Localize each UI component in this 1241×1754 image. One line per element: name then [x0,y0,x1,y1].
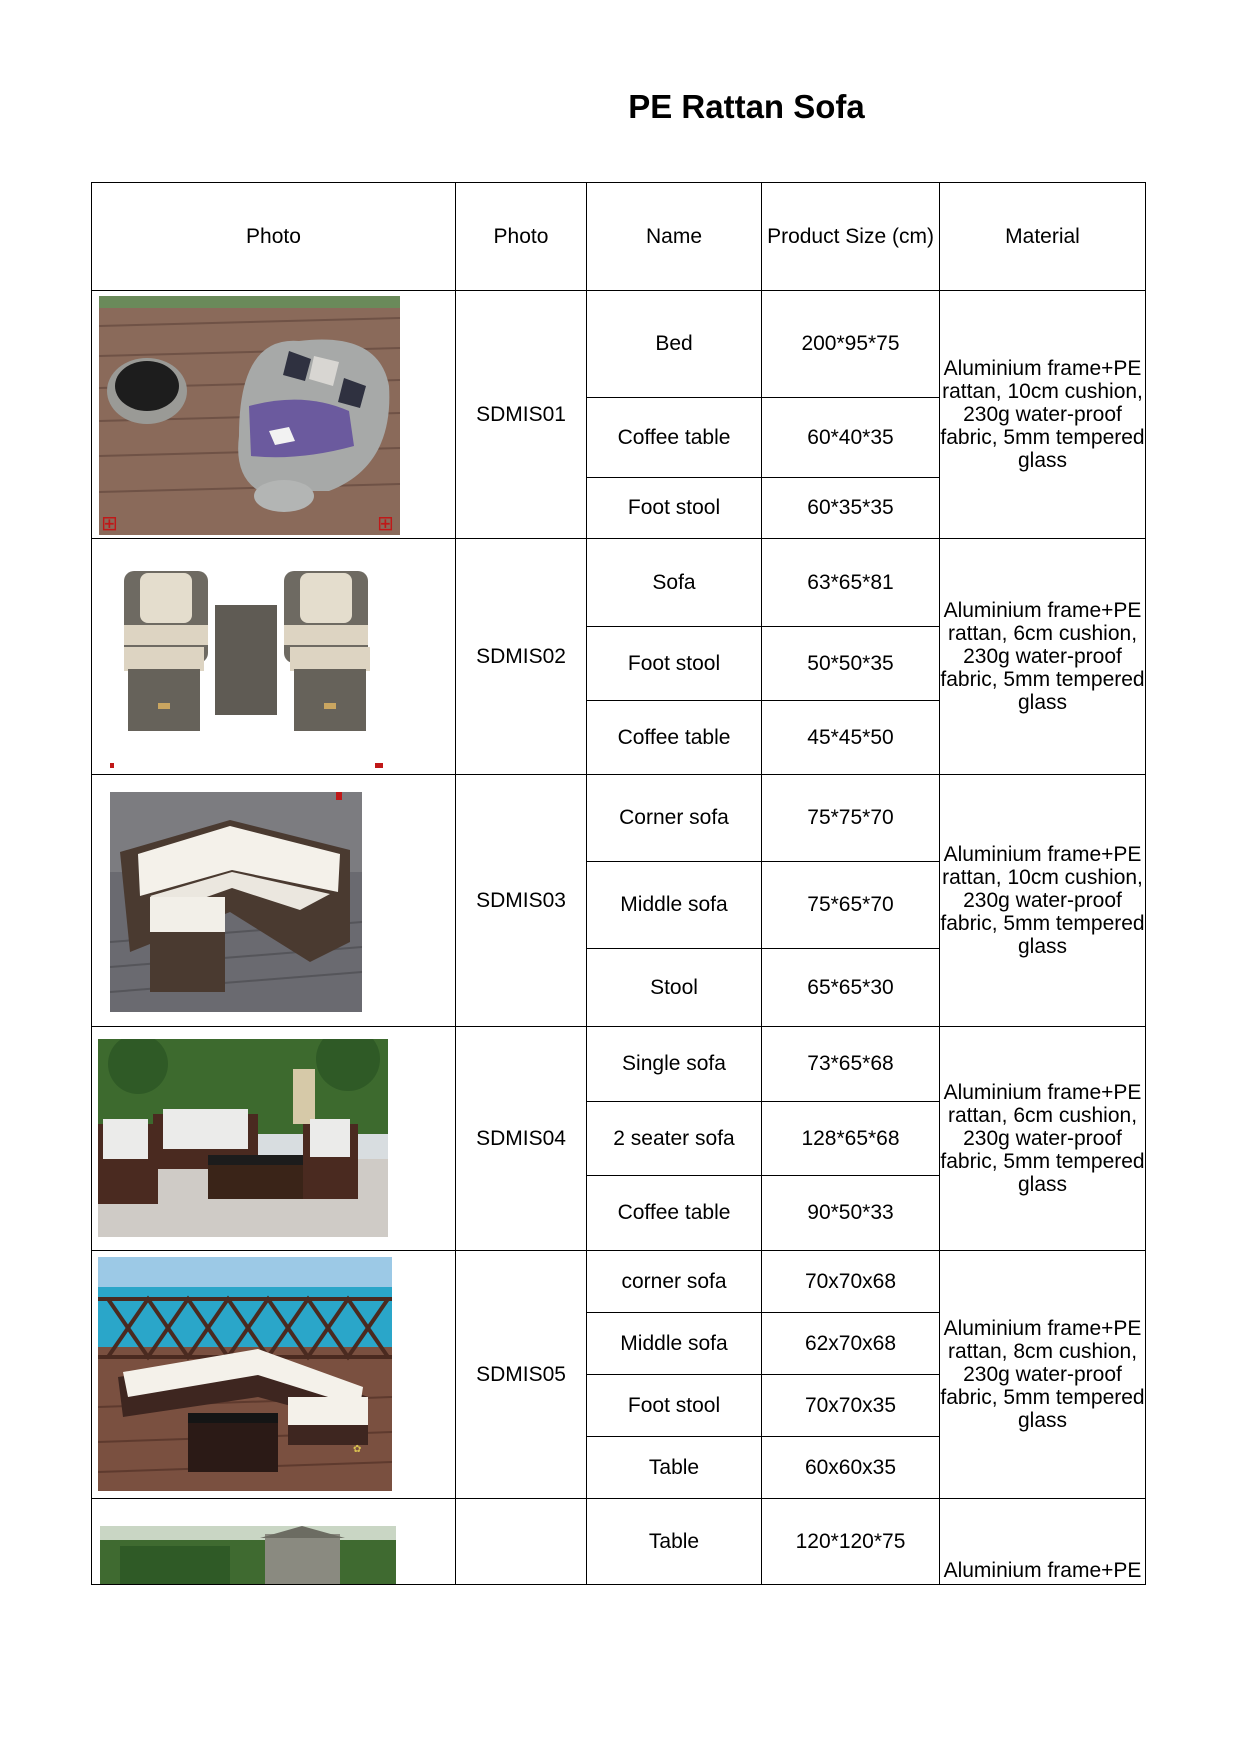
header-photo: Photo [92,183,456,291]
material-spec: Aluminium frame+PE rattan, 10cm cushion, 230g water-proof fabric, 5mm tempered glass [940,775,1146,1027]
item-name: Single sofa [587,1027,762,1102]
item-size: 70x70x35 [762,1375,940,1437]
table-row [92,539,1146,627]
item-name: Stool [587,949,762,1027]
header-row [92,183,1146,291]
product-code: SDMIS03 [456,775,587,1027]
product-code: SDMIS04 [456,1027,587,1251]
item-size: 60x60x35 [762,1437,940,1499]
corner-set-photo [110,792,362,1012]
product-code [456,1499,587,1585]
item-size: 60*40*35 [762,398,940,478]
item-size: 75*75*70 [762,775,940,862]
material-spec: Aluminium frame+PE rattan, 10cm cushion, 230g water-proof fabric, 5mm tempered glass [940,291,1146,539]
item-name: Foot stool [587,1375,762,1437]
item-name: 2 seater sofa [587,1102,762,1176]
product-photo-cell [92,1499,456,1585]
header-material: Material [940,183,1146,291]
header-size: Product Size (cm) [762,183,940,291]
item-name: Table [587,1499,762,1585]
item-size: 45*45*50 [762,701,940,775]
item-size: 75*65*70 [762,862,940,949]
item-name: Middle sofa [587,1313,762,1375]
product-code: SDMIS01 [456,291,587,539]
svg-text:✿: ✿ [353,1444,362,1455]
garden-dining-photo [100,1526,396,1585]
item-name: Corner sofa [587,775,762,862]
product-photo-cell [92,1027,456,1251]
item-name: Coffee table [587,1176,762,1251]
material-spec: Aluminium frame+PE rattan, 6cm cushion, 230g water-proof fabric, 5mm tempered glass [940,539,1146,775]
item-name: corner sofa [587,1251,762,1313]
item-size: 120*120*75 [762,1499,940,1585]
table-row [92,1251,1146,1313]
page-bottom-margin [0,1600,1241,1754]
product-photo-cell [92,291,456,539]
item-name: Table [587,1437,762,1499]
product-photo-cell [92,775,456,1027]
item-name: Foot stool [587,627,762,701]
product-code: SDMIS02 [456,539,587,775]
seaside-corner-set-photo [98,1257,392,1491]
svg-text:⊞: ⊞ [377,511,394,535]
table-row [92,1499,1146,1585]
item-size: 128*65*68 [762,1102,940,1176]
page-title: PE Rattan Sofa [628,88,865,125]
table-row [92,291,1146,398]
material-spec: Aluminium frame+PE rattan, 6cm cushion, 230g water-proof fabric, 5mm tempered glass [940,1027,1146,1251]
item-size: 50*50*35 [762,627,940,701]
garden-sofa-set-photo [98,1039,388,1237]
item-name: Bed [587,291,762,398]
item-name: Sofa [587,539,762,627]
product-table [91,182,1146,1585]
item-name: Middle sofa [587,862,762,949]
item-size: 65*65*30 [762,949,940,1027]
material-spec: Aluminium frame+PE [940,1499,1146,1585]
svg-text:⊞: ⊞ [101,511,118,535]
table-row [92,1027,1146,1102]
item-size: 90*50*33 [762,1176,940,1251]
product-photo-cell [92,539,456,775]
item-name: Coffee table [587,398,762,478]
table-row [92,775,1146,862]
header-name: Name [587,183,762,291]
header-photo-code: Photo [456,183,587,291]
product-photo-cell [92,1251,456,1499]
product-code: SDMIS05 [456,1251,587,1499]
bistro-set-photo [110,543,385,768]
item-size: 73*65*68 [762,1027,940,1102]
item-size: 70x70x68 [762,1251,940,1313]
item-name: Foot stool [587,478,762,539]
item-size: 200*95*75 [762,291,940,398]
item-size: 60*35*35 [762,478,940,539]
daybed-set-photo [99,296,400,535]
material-spec: Aluminium frame+PE rattan, 8cm cushion, 230g water-proof fabric, 5mm tempered glass [940,1251,1146,1499]
item-size: 62x70x68 [762,1313,940,1375]
item-size: 63*65*81 [762,539,940,627]
item-name: Coffee table [587,701,762,775]
